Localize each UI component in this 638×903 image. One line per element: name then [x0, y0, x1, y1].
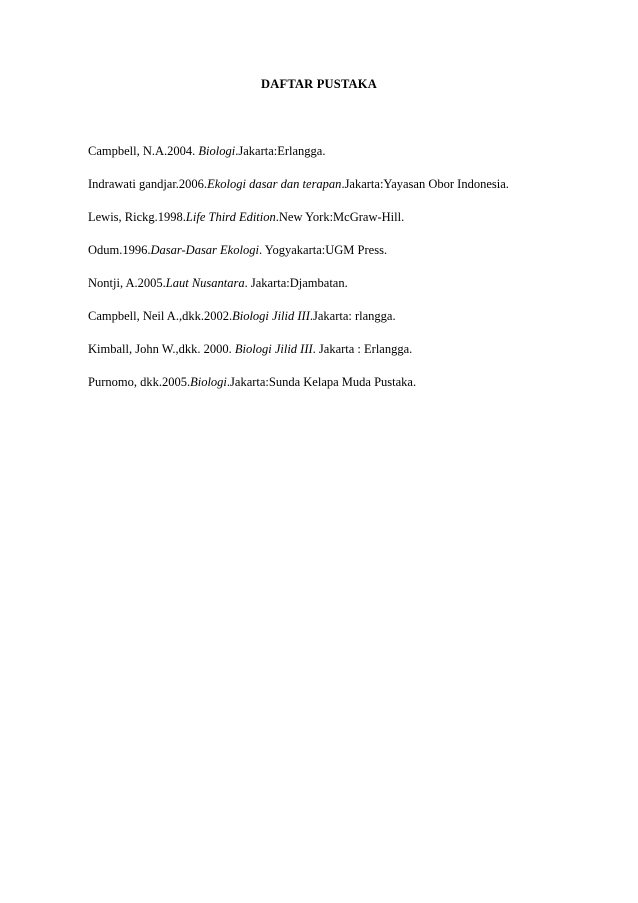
reference-item — [88, 141, 588, 174]
reference-item — [88, 240, 588, 273]
reference-author-year: Nontji, A.2005. — [88, 276, 166, 290]
reference-title: Biologi — [190, 375, 227, 389]
reference-item — [88, 372, 588, 405]
reference-title: Dasar-Dasar Ekologi — [150, 243, 259, 257]
reference-publisher: . Jakarta:Djambatan. — [244, 276, 348, 290]
reference-item — [88, 207, 588, 240]
page-title: DAFTAR PUSTAKA — [261, 77, 377, 91]
reference-item — [88, 339, 588, 372]
reference-title: Biologi Jilid III — [234, 342, 313, 356]
reference-author-year: Purnomo, dkk.2005. — [88, 375, 191, 389]
reference-item — [88, 273, 588, 306]
reference-title: Laut Nusantara — [165, 276, 245, 290]
reference-item — [88, 306, 588, 339]
reference-author-year: Indrawati gandjar.2006. — [88, 177, 208, 191]
reference-publisher: . Yogyakarta:UGM Press. — [258, 243, 388, 257]
reference-item — [88, 174, 588, 207]
reference-list — [88, 141, 588, 405]
reference-author-year: Campbell, Neil A.,dkk.2002. — [88, 309, 233, 323]
reference-title: Life Third Edition — [185, 210, 276, 224]
reference-publisher: .New York:McGraw-Hill. — [275, 210, 405, 224]
reference-publisher: .Jakarta:Yayasan Obor Indonesia. — [341, 177, 509, 191]
reference-author-year: Odum.1996. — [88, 243, 151, 257]
reference-publisher: . Jakarta : Erlangga. — [312, 342, 413, 356]
reference-title: Biologi Jilid III — [232, 309, 310, 323]
reference-title: Biologi — [198, 144, 236, 158]
reference-publisher: .Jakarta:Sunda Kelapa Muda Pustaka. — [226, 375, 417, 389]
reference-author-year: Lewis, Rickg.1998. — [88, 210, 186, 224]
reference-publisher: .Jakarta: rlangga. — [309, 309, 396, 323]
reference-author-year: Kimball, John W.,dkk. 2000. — [88, 342, 235, 356]
reference-title: Ekologi dasar dan terapan — [207, 177, 342, 191]
reference-publisher: .Jakarta:Erlangga. — [235, 144, 326, 158]
reference-author-year: Campbell, N.A.2004. — [88, 144, 199, 158]
